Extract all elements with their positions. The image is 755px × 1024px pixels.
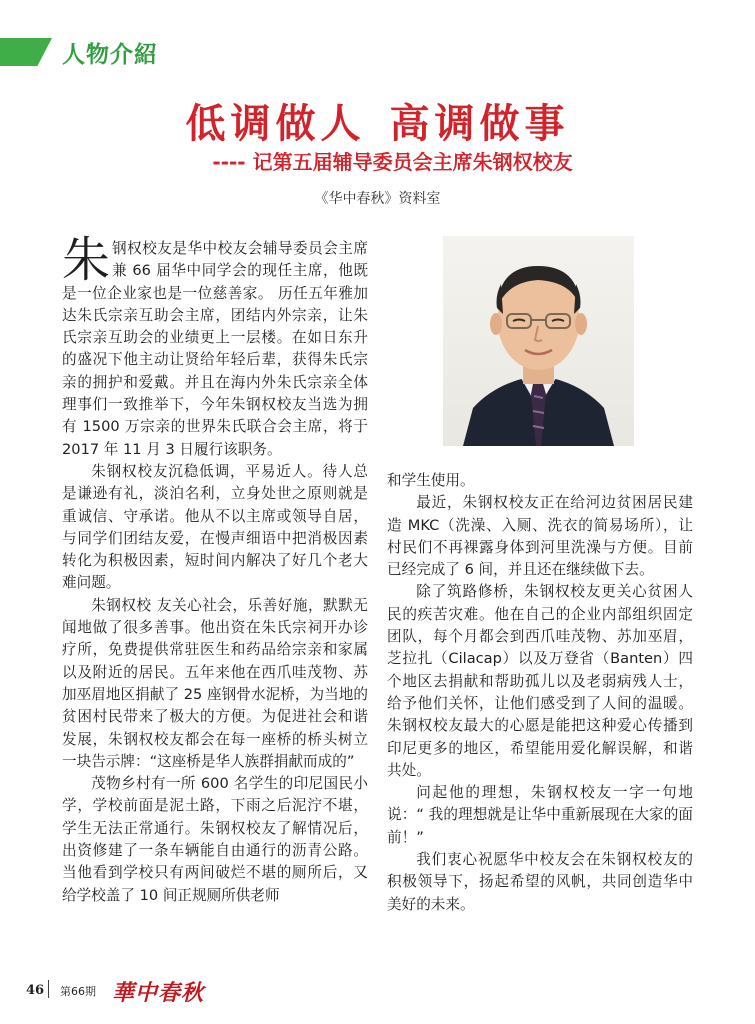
footer-divider (48, 980, 49, 998)
page-number: 46 (26, 983, 45, 998)
article-paragraph: 最近，朱钢权校友正在给河边贫困居民建造 MKC（洗澡、入厕、洗衣的简易场所），让村民们不再裸露身体到河里洗澡与方便。目前已经完成了 6 间，并且还在继续做下去。 (387, 494, 693, 579)
section-tag (0, 34, 300, 70)
article-paragraph: 朱钢权校 友关心社会，乐善好施，默默无闻地做了很多善事。他出资在朱氏宗祠开办诊疗所，免费提供常驻医生和药品给宗亲和家属以及附近的居民。五年来他在西爪哇茂物、苏加巫眉地区捐献了 25 座钢骨水泥桥，为当地的贫困村民带来了极大的方便。为促进社会和谐发展，朱钢权校友都会在每一座桥的桥头树立一块告示牌：“这座桥是华人族群捐献而成的” (62, 596, 368, 770)
magazine-logo: 華中春秋 (112, 980, 205, 1006)
article-paragraph: 朱钢权校友是华中校友会辅导委员会主席兼 66 届华中同学会的现任主席，他既是一位企业家也是一位慈善家。 历任五年雅加达朱氏宗亲互助会主席，团结内外宗亲，让朱氏宗亲互助会的业绩更上一层楼。在如日东升的盛况下他主动让贤给年轻后辈，获得朱氏宗亲的拥护和爱戴。并且在海内外朱氏宗亲全体理事们一致推举下，今年朱钢权校友当选为拥有 1500 万宗亲的世界朱氏联合会主席，将于 2017 年 11 月 3 日履行该职务。 (62, 232, 368, 458)
portrait-illustration (443, 236, 634, 446)
drop-cap: 朱 (62, 232, 111, 288)
article-paragraph: 问起他的理想，朱钢权校友一字一句地说：“ 我的理想就是让华中重新展现在大家的面前！” (387, 784, 693, 846)
article-column-left (62, 232, 368, 907)
article-paragraph: 除了筑路修桥，朱钢权校友更关心贫困人民的疾苦灾难。他在自己的企业内部组织固定团队，每个月都会到西爪哇茂物、苏加巫眉，芝拉扎（Cilacap）以及万登省（Banten）四个地区去捐献和帮助孤儿以及老弱病残人士，给予他们关怀，让他们感受到了人间的温暖。朱钢权校友最大的心愿是能把这种爱心传播到印尼更多的地区，希望能用爱化解误解，和谐共处。 (387, 583, 693, 779)
issue-number: 第66期 (60, 985, 96, 998)
title-part-1: 低调做人 (185, 100, 366, 147)
article-title (0, 92, 755, 149)
article-paragraph: 茂物乡村有一所 600 名学生的印尼国民小学，学校前面是泥土路，下雨之后泥泞不堪，学生无法正常通行。朱钢权校友了解情况后，出资修建了一条车辆能自由通行的沥青公路。当他看到学校只有两间破烂不堪的厕所后，又给学校盖了 10 间正规厕所供老师 (62, 775, 368, 904)
article-column-right (387, 470, 693, 916)
article-subtitle: ---- 记第五届辅导委员会主席朱钢权校友 (212, 150, 573, 174)
article-credit: 《华中春秋》资料室 (314, 191, 441, 207)
article-paragraph: 和学生使用。 (387, 472, 475, 489)
portrait-photo (443, 236, 634, 446)
section-bar (0, 38, 52, 66)
page-footer (26, 976, 326, 1006)
section-label: 人物介紹 (62, 41, 158, 68)
title-part-2: 高调做事 (389, 100, 570, 147)
article-paragraph: 我们衷心祝愿华中校友会在朱钢权校友的积极领导下，扬起希望的风帆，共同创造华中美好的未来。 (387, 851, 693, 913)
article-paragraph: 朱钢权校友沉稳低调，平易近人。待人总是谦逊有礼，淡泊名利，立身处世之原则就是重诚信、守承诺。他从不以主席或领导自居，与同学们团结友爱，在慢声细语中把消极因素转化为积极因素，短时间内解决了好几个老大难问题。 (62, 462, 368, 592)
